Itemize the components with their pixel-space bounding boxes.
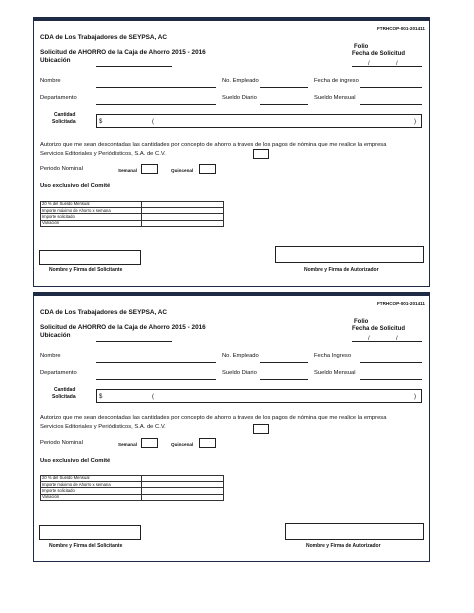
comite-table <box>40 201 224 227</box>
dollar-sign: $ <box>99 119 103 125</box>
nombre-field[interactable] <box>96 362 216 363</box>
fecha-ingreso-field[interactable] <box>360 87 422 88</box>
sueldo-diario-label: Sueldo Diario <box>222 370 257 376</box>
departamento-label: Departamento <box>40 95 77 101</box>
organization-name: CDA de Los Trabajadores de SEYPSA, AC <box>40 309 168 316</box>
no-empleado-label: No. Empleado <box>222 78 259 84</box>
fecha-solicitud-field[interactable] <box>352 66 422 67</box>
folio-label: Folio <box>354 44 369 50</box>
nombre-field[interactable] <box>96 87 216 88</box>
periodo-nominal-label: Periodo Nominal <box>40 440 83 446</box>
sueldo-mensual-label: Sueldo Mensual <box>314 95 356 101</box>
quincenal-checkbox[interactable] <box>199 438 216 448</box>
departamento-label: Departamento <box>40 370 77 376</box>
solicitada-label: Solicitada <box>52 394 76 400</box>
quincenal-checkbox[interactable] <box>199 164 216 174</box>
firma-autorizador-label: Nombre y Firma de Autorizador <box>304 267 379 273</box>
departamento-field[interactable] <box>96 379 216 380</box>
departamento-field[interactable] <box>96 104 216 105</box>
table-cell-value[interactable] <box>142 220 224 226</box>
firma-autorizador-label: Nombre y Firma de Autorizador <box>306 543 381 549</box>
cantidad-solicitada-field[interactable] <box>96 114 422 128</box>
autorizacion-text: Autorizo que me sean descontadas las cantidades por concepto de ahorro a traves de los pagos de nómina que me realice la empresa Servicios Editoriales y Periódisticos, S.A. de C.V. <box>40 142 387 157</box>
sueldo-mensual-field[interactable] <box>360 379 422 380</box>
comite-table <box>40 475 224 501</box>
ubicacion-field[interactable] <box>96 66 172 67</box>
table-row-label: Importe solicitado <box>41 214 142 220</box>
fecha-solicitud-label: Fecha de Solicitud <box>352 51 406 57</box>
firma-autorizador-box[interactable] <box>285 523 424 540</box>
ahorro-form-1 <box>33 17 430 287</box>
sueldo-mensual-label: Sueldo Mensual <box>314 370 356 376</box>
fecha-solicitud-field[interactable] <box>352 341 422 342</box>
sueldo-diario-field[interactable] <box>260 104 308 105</box>
date-separator: / <box>368 61 370 67</box>
periodo-nominal-label: Periodo Nominal <box>40 166 83 172</box>
amount-words-open: ( <box>152 119 154 125</box>
autorizacion-checkbox[interactable] <box>253 149 269 159</box>
table-row <box>41 494 224 500</box>
folio-label: Folio <box>354 319 369 325</box>
semanal-label: Semanal <box>118 442 137 447</box>
fecha-solicitud-label: Fecha de Solicitud <box>352 326 406 332</box>
table-row-label: Variación <box>41 494 142 500</box>
semanal-checkbox[interactable] <box>141 438 158 448</box>
table-row-label: 20 % del Sueldo Mensual <box>41 202 142 208</box>
amount-words-close: ) <box>414 394 416 400</box>
form-top-bar <box>34 18 429 21</box>
fecha-ingreso-field[interactable] <box>360 362 422 363</box>
table-row-label: Importe máximo de Ahorro x semana <box>41 482 142 488</box>
cantidad-solicitada-field[interactable] <box>96 389 422 403</box>
form-subject: Solicitud de AHORRO de la Caja de Ahorro 2015 - 2016 <box>40 49 206 56</box>
form-subject: Solicitud de AHORRO de la Caja de Ahorro 2015 - 2016 <box>40 324 206 331</box>
firma-solicitante-box[interactable] <box>39 525 141 540</box>
dollar-sign: $ <box>99 394 103 400</box>
semanal-checkbox[interactable] <box>141 164 158 174</box>
no-empleado-label: No. Empleado <box>222 353 259 359</box>
firma-autorizador-box[interactable] <box>275 246 424 263</box>
ubicacion-label: Ubicación <box>40 57 71 64</box>
ahorro-form-2 <box>33 292 430 562</box>
cantidad-label: Cantidad <box>54 112 76 118</box>
nombre-label: Nombre <box>40 353 61 359</box>
fecha-ingreso-label: Fecha Ingreso <box>314 353 352 359</box>
uso-exclusivo-label: Uso exclusivo del Comité <box>40 183 111 189</box>
table-row-label: Importe máximo de Ahorro x semana <box>41 208 142 214</box>
table-row-label: Importe solicitado <box>41 488 142 494</box>
autorizacion-checkbox[interactable] <box>253 424 269 434</box>
uso-exclusivo-label: Uso exclusivo del Comité <box>40 458 111 464</box>
ubicacion-field[interactable] <box>96 341 172 342</box>
ubicacion-label: Ubicación <box>40 332 71 339</box>
sueldo-diario-label: Sueldo Diario <box>222 95 257 101</box>
cantidad-label: Cantidad <box>54 387 76 393</box>
autorizacion-text: Autorizo que me sean descontadas las cantidades por concepto de ahorro a traves de los pagos de nómina que me realice la empresa Servicios Editoriales y Periódisticos, S.A. de C.V. <box>40 415 387 430</box>
table-row <box>41 220 224 226</box>
firma-solicitante-label: Nombre y Firma del Solicitante <box>49 543 123 549</box>
quincenal-label: Quincenal <box>171 442 194 447</box>
table-cell-value[interactable] <box>142 494 224 500</box>
table-row-label: 20 % del Sueldo Mensual <box>41 476 142 482</box>
table-row-label: Variación <box>41 220 142 226</box>
no-empleado-field[interactable] <box>260 362 308 363</box>
form-code: FTRHCOP-001-201411 <box>376 26 425 31</box>
date-separator: / <box>396 336 398 342</box>
semanal-label: Semanal <box>118 168 137 173</box>
nombre-label: Nombre <box>40 78 61 84</box>
sueldo-mensual-field[interactable] <box>360 104 422 105</box>
sueldo-diario-field[interactable] <box>260 379 308 380</box>
form-code: FTRHCOP-001-201411 <box>376 301 425 306</box>
amount-words-open: ( <box>152 394 154 400</box>
date-separator: / <box>368 336 370 342</box>
firma-solicitante-label: Nombre y Firma del Solicitante <box>49 267 123 273</box>
amount-words-close: ) <box>414 119 416 125</box>
quincenal-label: Quincenal <box>171 168 194 173</box>
date-separator: / <box>396 61 398 67</box>
organization-name: CDA de Los Trabajadores de SEYPSA, AC <box>40 34 168 41</box>
form-top-bar <box>34 293 429 296</box>
solicitada-label: Solicitada <box>52 119 76 125</box>
fecha-ingreso-label: Fecha de ingreso <box>314 78 359 84</box>
no-empleado-field[interactable] <box>260 87 308 88</box>
firma-solicitante-box[interactable] <box>39 250 141 265</box>
